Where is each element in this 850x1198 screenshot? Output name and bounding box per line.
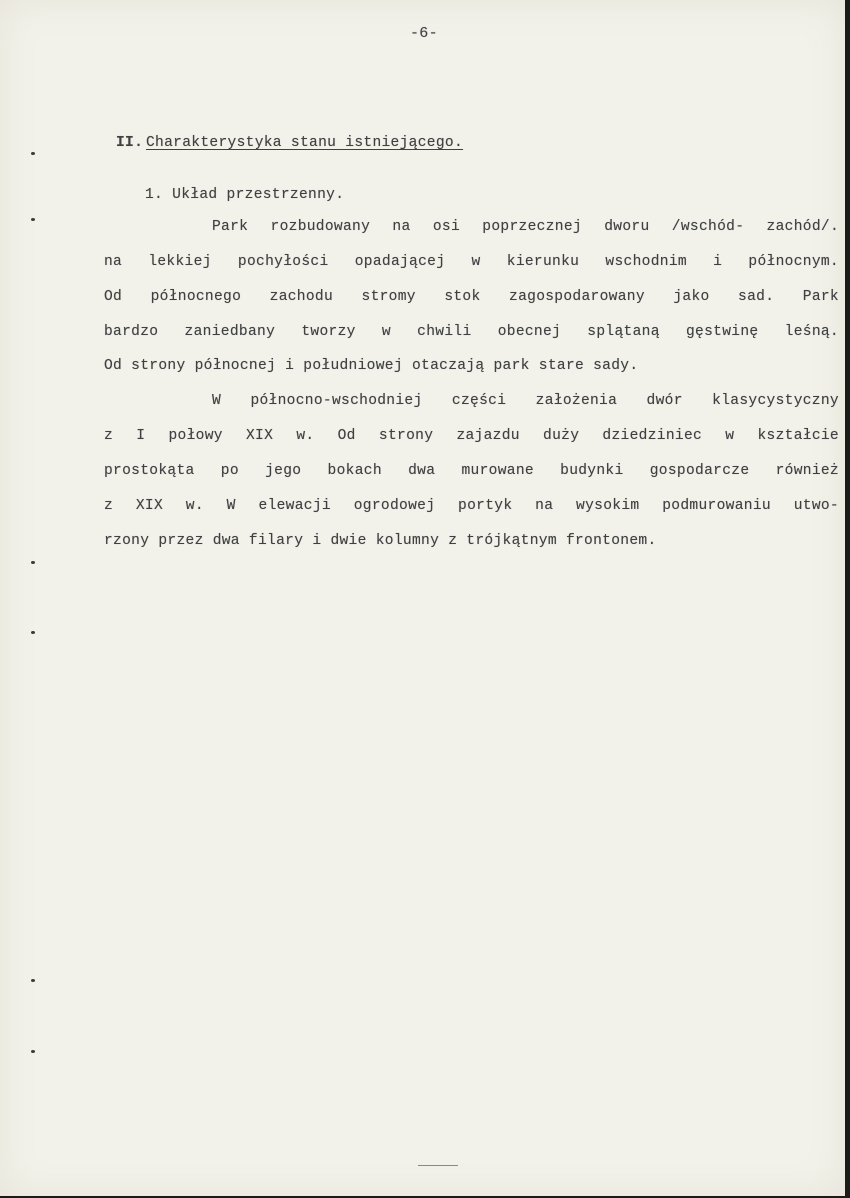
paragraph-line: z I połowy XIX w. Od strony zajazdu duży dziedziniec w kształcie xyxy=(104,428,839,444)
scan-edge xyxy=(845,0,850,1198)
page-number: -6- xyxy=(410,25,438,42)
paragraph-line: Od północnego zachodu stromy stok zagospodarowany jako sad. Park xyxy=(104,289,839,305)
paragraph-line: na lekkiej pochyłości opadającej w kierunku wschodnim i północnym. xyxy=(104,254,839,270)
margin-mark xyxy=(31,152,35,155)
margin-mark xyxy=(31,561,35,564)
paragraph-line: bardzo zaniedbany tworzy w chwili obecnej splątaną gęstwinę leśną. xyxy=(104,324,839,340)
section-heading: Charakterystyka stanu istniejącego. xyxy=(146,135,464,151)
margin-mark xyxy=(31,631,35,634)
section-number: II. xyxy=(116,135,144,151)
margin-mark xyxy=(31,218,35,221)
paragraph-line: z XIX w. W elewacji ogrodowej portyk na wysokim podmurowaniu utwo- xyxy=(104,498,839,514)
margin-mark xyxy=(31,1050,35,1053)
margin-mark xyxy=(31,979,35,982)
paragraph-line: prostokąta po jego bokach dwa murowane budynki gospodarcze również xyxy=(104,463,839,479)
paragraph-line: Od strony północnej i południowej otaczają park stare sady. xyxy=(104,358,639,374)
bottom-rule xyxy=(418,1165,458,1166)
subsection-heading: 1. Układ przestrzenny. xyxy=(145,187,345,203)
paragraph-line: Park rozbudowany na osi poprzecznej dworu /wschód- zachód/. xyxy=(212,219,839,235)
paragraph-line: rzony przez dwa filary i dwie kolumny z trójkątnym frontonem. xyxy=(104,533,657,549)
paragraph-line: W północno-wschodniej części założenia dwór klasycystyczny xyxy=(212,393,839,409)
